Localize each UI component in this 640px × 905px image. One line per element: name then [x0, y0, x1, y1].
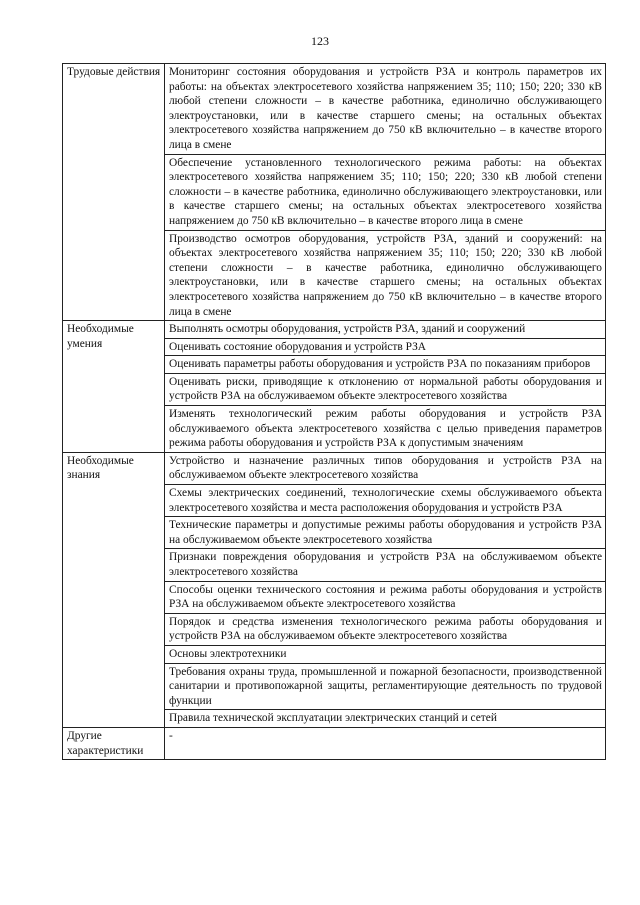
row-label-required-knowledge: Необходимые знания [63, 452, 165, 727]
table-cell: Оценивать состояние оборудования и устройств РЗА [165, 338, 606, 356]
page-number: 123 [311, 34, 329, 48]
table-row [63, 727, 606, 759]
table-cell: Требования охраны труда, промышленной и пожарной безопасности, производственной санитарии и противопожарной защиты, регламентирующие деятельность по трудовой функции [165, 663, 606, 710]
table-row [63, 452, 606, 484]
table-row [63, 321, 606, 339]
labor-function-table [62, 63, 606, 760]
table-cell: Обеспечение установленного технологического режима работы: на объектах электросетевого хозяйства напряжением 35; 110; 150; 220; 330 кВ любой степени сложности – в качестве работника, единолично обслуживающего электроустановки, или в качестве старшего смены; на остальных объектах электросетевого хозяйства напряжением до 750 кВ включительно – в качестве второго лица в смене [165, 154, 606, 230]
table-cell: Основы электротехники [165, 645, 606, 663]
row-label-other-characteristics: Другие характеристики [63, 727, 165, 759]
table-cell: Схемы электрических соединений, технологические схемы обслуживаемого объекта электросетевого хозяйства и места расположения оборудования и устройств РЗА [165, 485, 606, 517]
table-cell: Производство осмотров оборудования, устройств РЗА, зданий и сооружений: на объектах электросетевого хозяйства напряжением 35; 110; 150; 220; 330 кВ любой степени сложности – в качестве работника, единолично обслуживающего электроустановки, или в качестве старшего смены; на остальных объектах электросетевого хозяйства напряжением до 750 кВ включительно – в качестве второго лица в смене [165, 230, 606, 321]
table-cell: Способы оценки технического состояния и режима работы оборудования и устройств РЗА на обслуживаемом объекте электросетевого хозяйства [165, 581, 606, 613]
table-cell: Технические параметры и допустимые режимы работы оборудования и устройств РЗА на обслуживаемом объекте электросетевого хозяйства [165, 517, 606, 549]
table-cell: Изменять технологический режим работы оборудования и устройств РЗА обслуживаемого объекта электросетевого хозяйства с целью приведения параметров режима работы оборудования и устройств РЗА к допустимым значениям [165, 406, 606, 453]
table-cell: Оценивать риски, приводящие к отклонению от нормальной работы оборудования и устройств РЗА на обслуживаемом объекте электросетевого хозяйства [165, 373, 606, 405]
table-cell: Признаки повреждения оборудования и устройств РЗА на обслуживаемом объекте электросетевого хозяйства [165, 549, 606, 581]
table-cell: Мониторинг состояния оборудования и устройств РЗА и контроль параметров их работы: на объектах электросетевого хозяйства напряжением 35; 110; 150; 220; 330 кВ любой степени сложности – в качестве работника, единолично обслуживающего электроустановки, или в качестве старшего смены; на остальных объектах электросетевого хозяйства напряжением до 750 кВ включительно – в качестве второго лица в смене [165, 64, 606, 155]
table-cell: Правила технической эксплуатации электрических станций и сетей [165, 710, 606, 728]
table-cell: Оценивать параметры работы оборудования и устройств РЗА по показаниям приборов [165, 356, 606, 374]
table-cell: Устройство и назначение различных типов оборудования и устройств РЗА на обслуживаемом объекте электросетевого хозяйства [165, 452, 606, 484]
row-label-required-skills: Необходимые умения [63, 321, 165, 453]
table-row [63, 64, 606, 155]
table-cell: Порядок и средства изменения технологического режима работы оборудования и устройств РЗА на обслуживаемом объекте электросетевого хозяйства [165, 613, 606, 645]
table-cell: Выполнять осмотры оборудования, устройств РЗА, зданий и сооружений [165, 321, 606, 339]
row-label-labor-actions: Трудовые действия [63, 64, 165, 321]
table-cell: - [165, 727, 606, 759]
